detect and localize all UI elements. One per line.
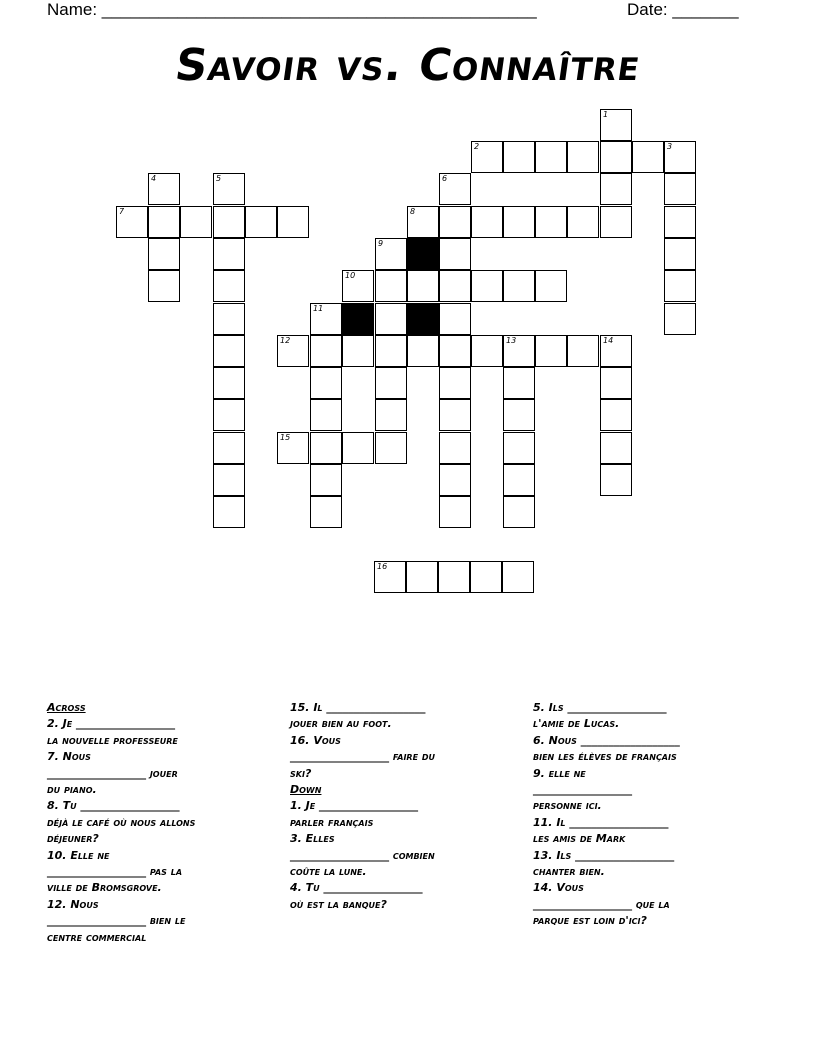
crossword-cell[interactable] (439, 399, 471, 431)
clue-line: bien les élèves de français (533, 750, 677, 764)
crossword-cell[interactable] (375, 399, 407, 431)
crossword-cell[interactable] (148, 206, 180, 238)
crossword-cell[interactable] (213, 399, 245, 431)
crossword-cell[interactable] (310, 432, 342, 464)
clue-line: ski? (290, 766, 312, 780)
crossword-cell[interactable] (213, 238, 245, 270)
crossword-cell[interactable] (632, 141, 664, 173)
crossword-cell[interactable] (567, 335, 599, 367)
crossword-cell[interactable] (277, 206, 309, 238)
clue-line: __________________ combien (290, 848, 435, 862)
clue-number: 7 (119, 207, 125, 216)
crossword-cell[interactable] (535, 141, 567, 173)
crossword-cell[interactable] (600, 109, 632, 141)
crossword-cell[interactable] (213, 303, 245, 335)
clue-line: parque est loin d'ici? (533, 914, 647, 928)
crossword-cell[interactable] (439, 238, 471, 270)
clues-column-2 (290, 700, 522, 913)
crossword-cell[interactable] (310, 399, 342, 431)
clue-number: 3 (667, 142, 673, 151)
crossword-cell[interactable] (503, 432, 535, 464)
crossword-cell[interactable] (567, 141, 599, 173)
crossword-cell[interactable] (471, 206, 503, 238)
clue-number: 8 (410, 207, 416, 216)
clue-line: déjeuner? (47, 832, 99, 846)
clue-line: 9. elle ne (533, 766, 586, 780)
crossword-cell[interactable] (148, 238, 180, 270)
crossword-cell[interactable] (277, 335, 309, 367)
crossword-cell[interactable] (503, 464, 535, 496)
crossword-cell[interactable] (439, 303, 471, 335)
crossword-cell[interactable] (503, 399, 535, 431)
crossword-cell[interactable] (375, 238, 407, 270)
crossword-cell[interactable] (439, 335, 471, 367)
crossword-cell[interactable] (342, 270, 374, 302)
crossword-cell[interactable] (535, 206, 567, 238)
crossword-cell[interactable] (148, 173, 180, 205)
clue-line: 15. Il __________________ (290, 701, 426, 714)
clue-line: __________________ que la (533, 897, 670, 911)
crossword-cell[interactable] (471, 335, 503, 367)
crossword-black-cell (342, 303, 374, 335)
clue-line: __________________ (533, 783, 632, 797)
crossword-cell[interactable] (213, 367, 245, 399)
crossword-cell[interactable] (503, 141, 535, 173)
crossword-cell[interactable] (664, 206, 696, 238)
crossword-cell[interactable] (438, 561, 470, 593)
crossword-cell[interactable] (600, 141, 632, 173)
crossword-cell[interactable] (342, 335, 374, 367)
crossword-cell[interactable] (600, 399, 632, 431)
crossword-black-cell (407, 238, 439, 270)
clue-line: coûte la lune. (290, 865, 367, 879)
crossword-cell[interactable] (375, 303, 407, 335)
clue-number: 4 (151, 174, 157, 183)
crossword-cell[interactable] (470, 561, 502, 593)
clue-number: 16 (377, 562, 388, 571)
clue-line: __________________ bien le (47, 914, 186, 928)
crossword-cell[interactable] (375, 335, 407, 367)
crossword-cell[interactable] (600, 464, 632, 496)
clue-line: 10. Elle ne (47, 848, 110, 862)
crossword-cell[interactable] (342, 432, 374, 464)
crossword-cell[interactable] (503, 206, 535, 238)
clue-line: 3. Elles (290, 832, 335, 846)
clue-number: 1 (603, 110, 609, 119)
clue-number: 9 (378, 239, 384, 248)
crossword-cell[interactable] (471, 141, 503, 173)
clue-line: chanter bien. (533, 865, 605, 879)
crossword-cell[interactable] (600, 432, 632, 464)
crossword-cell[interactable] (310, 303, 342, 335)
clue-line: 13. Ils __________________ (533, 848, 675, 862)
crossword-cell[interactable] (439, 173, 471, 205)
crossword-cell[interactable] (375, 367, 407, 399)
crossword-cell[interactable] (374, 561, 406, 593)
clue-line: __________________ jouer (47, 766, 178, 780)
clue-line: 16. Vous (290, 733, 341, 747)
crossword-cell[interactable] (213, 270, 245, 302)
crossword-cell[interactable] (407, 335, 439, 367)
clue-line: 14. Vous (533, 881, 584, 895)
crossword-cell[interactable] (213, 206, 245, 238)
clue-line: 7. Nous (47, 750, 91, 764)
clue-line: déjà le café où nous allons (47, 815, 196, 829)
crossword-cell[interactable] (213, 335, 245, 367)
crossword-cell[interactable] (664, 141, 696, 173)
clue-line: 8. Tu __________________ (47, 799, 180, 813)
clues-heading: Across (47, 701, 86, 714)
clue-line: jouer bien au foot. (290, 717, 392, 731)
clue-number: 5 (216, 174, 222, 183)
clue-line: personne ici. (533, 799, 602, 813)
clue-number: 15 (280, 433, 291, 442)
crossword-cell[interactable] (503, 496, 535, 528)
crossword-cell[interactable] (375, 270, 407, 302)
clue-line: 4. Tu __________________ (290, 881, 423, 895)
crossword-cell[interactable] (600, 335, 632, 367)
crossword-cell[interactable] (277, 432, 309, 464)
clue-line: 1. Je __________________ (290, 799, 419, 813)
crossword-black-cell (407, 303, 439, 335)
crossword-cell[interactable] (471, 270, 503, 302)
clue-line: 2. Je __________________ (47, 717, 176, 731)
clue-line: 5. Ils __________________ (533, 701, 667, 714)
date-field-label: Date: _______ (627, 0, 739, 19)
crossword-cell[interactable] (503, 335, 535, 367)
crossword-cell[interactable] (503, 367, 535, 399)
crossword-cell[interactable] (213, 464, 245, 496)
crossword-cell[interactable] (213, 432, 245, 464)
clue-line: __________________ faire du (290, 750, 436, 764)
crossword-cell[interactable] (664, 173, 696, 205)
crossword-cell[interactable] (310, 496, 342, 528)
clue-number: 12 (280, 336, 291, 345)
clue-line: 11. Il __________________ (533, 815, 669, 829)
page-title: Savoir vs. Connaître (172, 40, 644, 91)
name-field-label: Name: ______________________________________________ (47, 0, 537, 19)
crossword-cell[interactable] (439, 464, 471, 496)
crossword-cell[interactable] (567, 206, 599, 238)
crossword-cell[interactable] (439, 496, 471, 528)
clue-number: 13 (506, 336, 517, 345)
crossword-cell[interactable] (439, 270, 471, 302)
crossword-cell[interactable] (664, 303, 696, 335)
crossword-cell[interactable] (600, 206, 632, 238)
clue-line: du piano. (47, 783, 97, 797)
crossword-cell[interactable] (245, 206, 277, 238)
crossword-cell[interactable] (213, 496, 245, 528)
clue-line: où est la banque? (290, 897, 387, 911)
clue-line: ville de Bromsgrove. (47, 881, 162, 895)
crossword-cell[interactable] (664, 238, 696, 270)
clue-line: parler français (290, 815, 374, 829)
crossword-cell[interactable] (664, 270, 696, 302)
crossword-cell[interactable] (180, 206, 212, 238)
clue-number: 2 (474, 142, 480, 151)
crossword-cell[interactable] (439, 206, 471, 238)
crossword-cell[interactable] (600, 367, 632, 399)
clues-heading: Down (290, 783, 322, 797)
clue-number: 14 (603, 336, 614, 345)
crossword-cell[interactable] (213, 173, 245, 205)
crossword-cell[interactable] (600, 173, 632, 205)
crossword-cell[interactable] (439, 432, 471, 464)
crossword-cell[interactable] (148, 270, 180, 302)
crossword-cell[interactable] (407, 206, 439, 238)
clues-column-3 (533, 700, 758, 930)
clue-line: 6. Nous __________________ (533, 733, 680, 747)
clue-line: centre commercial (47, 930, 147, 944)
crossword-cell[interactable] (310, 335, 342, 367)
crossword-cell[interactable] (535, 335, 567, 367)
crossword-cell[interactable] (406, 561, 438, 593)
clue-line: la nouvelle professeure (47, 733, 178, 747)
crossword-cell[interactable] (407, 270, 439, 302)
crossword-cell[interactable] (310, 464, 342, 496)
crossword-cell[interactable] (535, 270, 567, 302)
clue-line: l'amie de Lucas. (533, 717, 620, 731)
crossword-cell[interactable] (310, 367, 342, 399)
clue-line: 12. Nous (47, 897, 99, 911)
crossword-cell[interactable] (502, 561, 534, 593)
crossword-cell[interactable] (503, 270, 535, 302)
clue-number: 6 (442, 174, 448, 183)
crossword-cell[interactable] (116, 206, 148, 238)
clue-number: 10 (345, 271, 356, 280)
crossword-cell[interactable] (375, 432, 407, 464)
clue-line: __________________ pas la (47, 865, 183, 879)
clue-line: les amis de Mark (533, 832, 626, 846)
clue-number: 11 (313, 304, 324, 313)
clues-column-1 (47, 700, 272, 946)
crossword-cell[interactable] (439, 367, 471, 399)
